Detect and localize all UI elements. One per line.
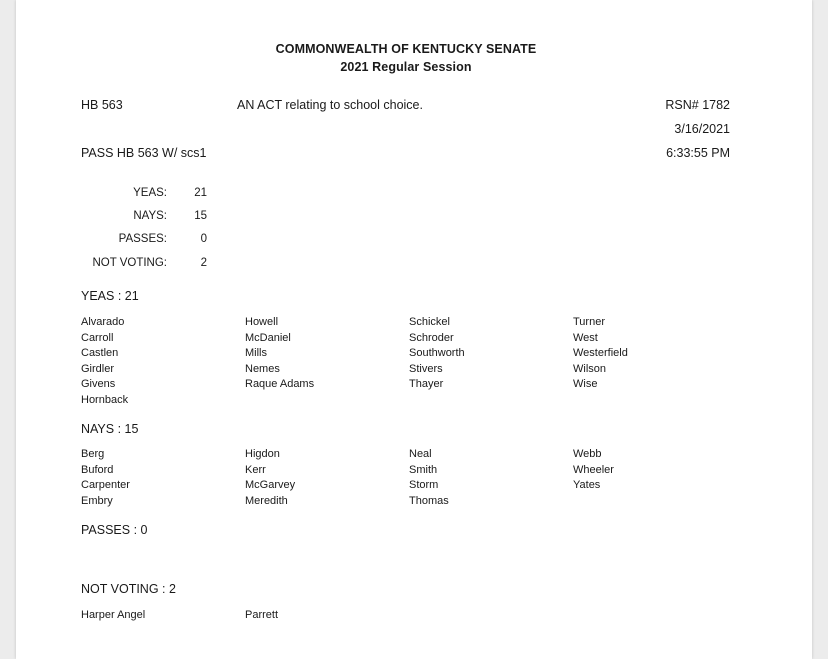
tally-nays-label: NAYS:: [133, 210, 167, 222]
not-voting-heading: NOT VOTING : 2: [81, 582, 176, 596]
senator-name: Southworth: [409, 347, 465, 360]
not-voting-name-grid: [81, 609, 737, 625]
tally-passes-value: 0: [200, 233, 207, 245]
tally-not-voting-value: 2: [200, 257, 207, 269]
senator-name: Webb: [573, 448, 602, 460]
vote-time: 6:33:55 PM: [666, 146, 730, 160]
tally-nays-value: 15: [194, 210, 207, 222]
bill-description: AN ACT relating to school choice.: [237, 98, 423, 112]
senator-name: Kerr: [245, 463, 266, 476]
senator-name: Nemes: [245, 362, 280, 375]
senator-name: Meredith: [245, 494, 288, 507]
motion-text: PASS HB 563 W/ scs1: [81, 146, 207, 160]
senator-name: Givens: [81, 378, 116, 391]
senator-name: Thayer: [409, 378, 444, 391]
senator-name: Neal: [409, 448, 432, 460]
senator-name: Hornback: [81, 393, 129, 406]
nays-heading: NAYS : 15: [81, 422, 139, 436]
session-title: 2021 Regular Session: [340, 60, 472, 74]
senator-name: Howell: [245, 316, 279, 328]
senator-name: West: [573, 331, 598, 344]
tally-passes-label: PASSES:: [118, 233, 167, 245]
document-page: [16, 0, 812, 659]
senator-name: Embry: [81, 494, 113, 507]
senator-name: Mills: [245, 347, 267, 360]
senator-name: Westerfield: [573, 347, 628, 360]
senator-name: Castlen: [81, 347, 119, 360]
senator-name: Berg: [81, 448, 105, 460]
nays-name-grid: [81, 448, 737, 510]
senator-name: Storm: [409, 479, 439, 492]
rsn-number: RSN# 1782: [665, 98, 730, 112]
yeas-name-grid: [81, 316, 737, 410]
senator-name: Schickel: [409, 316, 450, 328]
tally-not-voting-label: NOT VOTING:: [92, 257, 167, 269]
senator-name: Stivers: [409, 362, 443, 375]
senator-name: Thomas: [409, 494, 449, 507]
senator-name: Turner: [573, 316, 605, 328]
tally-yeas-value: 21: [194, 187, 207, 199]
senator-name: Wise: [573, 378, 598, 391]
senator-name: Wilson: [573, 362, 607, 375]
senator-name: Wheeler: [573, 463, 614, 476]
senator-name: Smith: [409, 463, 438, 476]
vote-date: 3/16/2021: [674, 122, 730, 136]
bill-number: HB 563: [81, 98, 123, 112]
senator-name: Buford: [81, 463, 114, 476]
yeas-heading: YEAS : 21: [81, 289, 139, 303]
senator-name: Harper Angel: [81, 609, 146, 621]
senator-name: McDaniel: [245, 331, 291, 344]
senator-name: Alvarado: [81, 316, 125, 328]
document-title: COMMONWEALTH OF KENTUCKY SENATE: [275, 42, 537, 56]
senator-name: Raque Adams: [245, 378, 315, 391]
passes-heading: PASSES : 0: [81, 523, 148, 537]
senator-name: Carpenter: [81, 479, 130, 492]
tally-yeas-label: YEAS:: [133, 187, 167, 199]
senator-name: Yates: [573, 479, 601, 492]
senator-name: Higdon: [245, 448, 280, 460]
senator-name: Girdler: [81, 362, 115, 375]
senator-name: Parrett: [245, 609, 279, 621]
senator-name: Carroll: [81, 331, 114, 344]
senator-name: Schroder: [409, 331, 454, 344]
senator-name: McGarvey: [245, 479, 296, 492]
